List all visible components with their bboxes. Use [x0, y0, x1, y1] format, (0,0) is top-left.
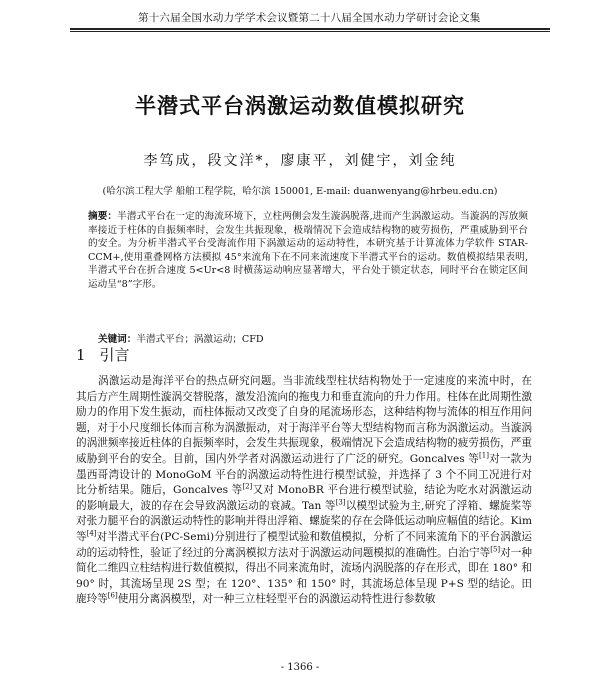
section-title-text: 引言	[99, 346, 130, 364]
author-list: 李笃成，段文洋*，廖康平，刘健宇，刘金纯	[143, 153, 457, 169]
body-text-segment: 对半潜式平台(PC-Semi)分别进行了模型试验和数值模拟，分析了不同来流角下的平台涡激运动的运动特性，验证了经过的分离涡模拟方法对于涡激运动问题模拟的准确性。白治宁等	[76, 530, 533, 559]
body-text-segment: 以模型试验为主,研究了浮箱、螺旋桨等对张力腿平台的涡激运动特性的影响并得出浮箱、螺旋桨的存在会降低运动响应幅值的结论。Kim 等	[76, 499, 532, 543]
citation: [3]	[335, 498, 346, 507]
citation: [5]	[490, 545, 501, 553]
abstract	[88, 210, 528, 292]
keywords	[98, 331, 528, 345]
body-paragraph	[76, 374, 532, 608]
header-rule	[70, 28, 550, 32]
section-heading	[76, 344, 130, 365]
section-number: 1	[76, 346, 86, 364]
keywords-label: 关键词：	[98, 334, 137, 345]
citation: [2]	[242, 482, 253, 491]
citation: [1]	[479, 451, 489, 460]
citation: [6]	[107, 591, 118, 600]
affiliation: (哈尔滨工程大学 船舶工程学院，哈尔滨 150001, E-mail: duanwenyang@hrbeu.edu.cn)	[102, 186, 498, 197]
body-text-segment: 对一种简化二维四立柱结构进行数值模拟，得出不同来流角时，流场内涡脱落的存在形式，即在 180° 和 90° 时，其流场呈现 2S 型；在 120°、135° 和 150° 时，其流场总体呈现 P+S 型的结论。田鹿玲等	[76, 546, 533, 606]
body-text-segment: 对一款为墨西哥湾设计的 MonoGoM 平台的涡激运动特性进行模型试验，并选择了 3 个不同工况进行对比分析结果。随后，Goncalves 等	[76, 452, 532, 497]
body-text-segment: 又对 MonoBR 平台进行模型试验，结论为吃水对涡激运动的影响最大，波的存在会导致涡激运动的衰减。Tan 等	[76, 484, 533, 512]
citation: [4]	[86, 529, 97, 538]
page-number: - 1366 -	[280, 662, 320, 673]
body-text-segment: 使用分离涡模型，对一种三立柱轻型平台的涡激运动特性进行参数敏	[117, 593, 436, 606]
paper-title: 半潜式平台涡激运动数值模拟研究	[135, 94, 465, 118]
abstract-label: 摘要：	[88, 211, 118, 222]
running-header: 第十六届全国水动力学学术会议暨第二十八届全国水动力学研讨会论文集	[138, 12, 481, 24]
body-text-segment: 涡激运动是海洋平台的热点研究问题。当非流线型柱状结构物处于一定速度的来流中时，在其后方产生周期性漩涡交替脱落，激发沿流向的拖曳力和垂直流向的升力作用。柱体在此周期性激励力的作用下发生振动，而柱体振动又改变了自身的尾流场形态，这种结构物与流体的相互作用问题，对于小尺度细长体而言称为涡激振动，对于海洋平台等大型结构物而言称为涡激运动。当漩涡的涡泄频率接近柱体的自振频率时，会发生共振现象，极端情况下会造成结构物的疲劳损伤，严重威胁到平台的安全。目前，国内外学者对涡激运动进行了广泛的研究。Goncalves 等	[76, 375, 532, 465]
abstract-text: 半潜式平台在一定的海流环境下，立柱两侧会发生漩涡脱落,进而产生涡激运动。当漩涡的泻放频率接近于柱体的自振频率时，会发生共振现象，极端情况下会造成结构物的疲劳损伤，严重威胁到平台的安全。为分析半潜式平台受海流作用下涡激运动的运动特性，本研究基于计算流体力学软件 STAR-CCM+,使用重叠网格方法模拟 45°来流角下在不同来流速度下半潜式平台的运动。数值模拟结果表明,半潜式平台在折合速度 5<Ur<8 时横荡运动响应显著增大，平台处于锁定状态，同时平台在锁定区间运动呈“8”字形。	[88, 211, 528, 290]
keywords-text: 半潜式平台；涡激运动；CFD	[136, 334, 264, 345]
